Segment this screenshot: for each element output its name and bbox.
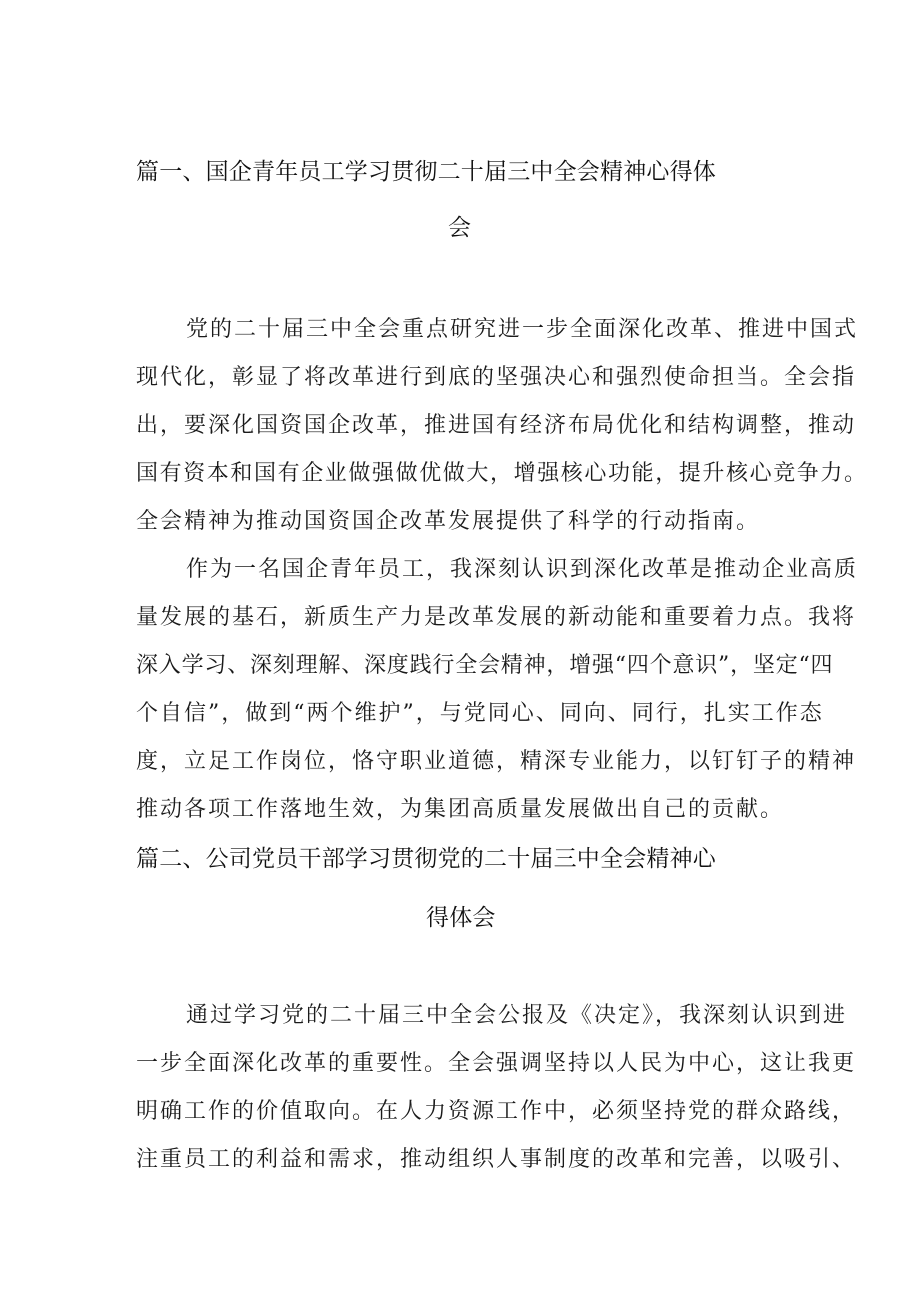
section2-title-line1: 篇二、公司党员干部学习贯彻党的二十届三中全会精神心 xyxy=(136,846,716,872)
paragraph-line: 一步全面深化改革的重要性。全会强调坚持以人民为中心，这让我更 xyxy=(136,1051,857,1076)
paragraph-line: 推动各项工作落地生效，为集团高质量发展做出自己的贡献。 xyxy=(136,797,785,822)
paragraph-line: 注重员工的利益和需求，推动组织人事制度的改革和完善，以吸引、 xyxy=(136,1147,857,1172)
section2-title-line2: 得体会 xyxy=(426,905,496,931)
paragraph-line: 国有资本和国有企业做强做优做大，增强核心功能，提升核心竞争力。 xyxy=(136,461,868,486)
paragraph-line: 个自信”，做到“两个维护”，与党同心、同向、同行，扎实工作态 xyxy=(136,701,824,726)
paragraph-line: 全会精神为推动国资国企改革发展提供了科学的行动指南。 xyxy=(136,509,761,534)
paragraph-line: 度，立足工作岗位，恪守职业道德，精深专业能力，以钉钉子的精神 xyxy=(136,749,857,774)
paragraph-line: 深入学习、深刻理解、深度践行全会精神，增强“四个意识”，坚定“四 xyxy=(136,653,834,678)
section1-title-line1: 篇一、国企青年员工学习贯彻二十届三中全会精神心得体 xyxy=(136,159,716,185)
paragraph-line: 作为一名国企青年员工，我深刻认识到深化改革是推动企业高质 xyxy=(186,557,859,582)
section1-title-line2: 会 xyxy=(448,215,472,241)
paragraph-line: 党的二十届三中全会重点研究进一步全面深化改革、推进中国式 xyxy=(186,317,859,342)
paragraph-line: 现代化，彰显了将改革进行到底的坚强决心和强烈使命担当。全会指 xyxy=(136,365,857,390)
paragraph-line: 量发展的基石，新质生产力是改革发展的新动能和重要着力点。我将 xyxy=(136,605,857,630)
paragraph-line: 通过学习党的二十届三中全会公报及《决定》，我深刻认识到进 xyxy=(186,1003,848,1028)
paragraph-line: 出，要深化国资国企改革，推进国有经济布局优化和结构调整，推动 xyxy=(136,413,857,438)
paragraph-line: 明确工作的价值取向。在人力资源工作中，必须坚持党的群众路线， xyxy=(136,1099,857,1124)
